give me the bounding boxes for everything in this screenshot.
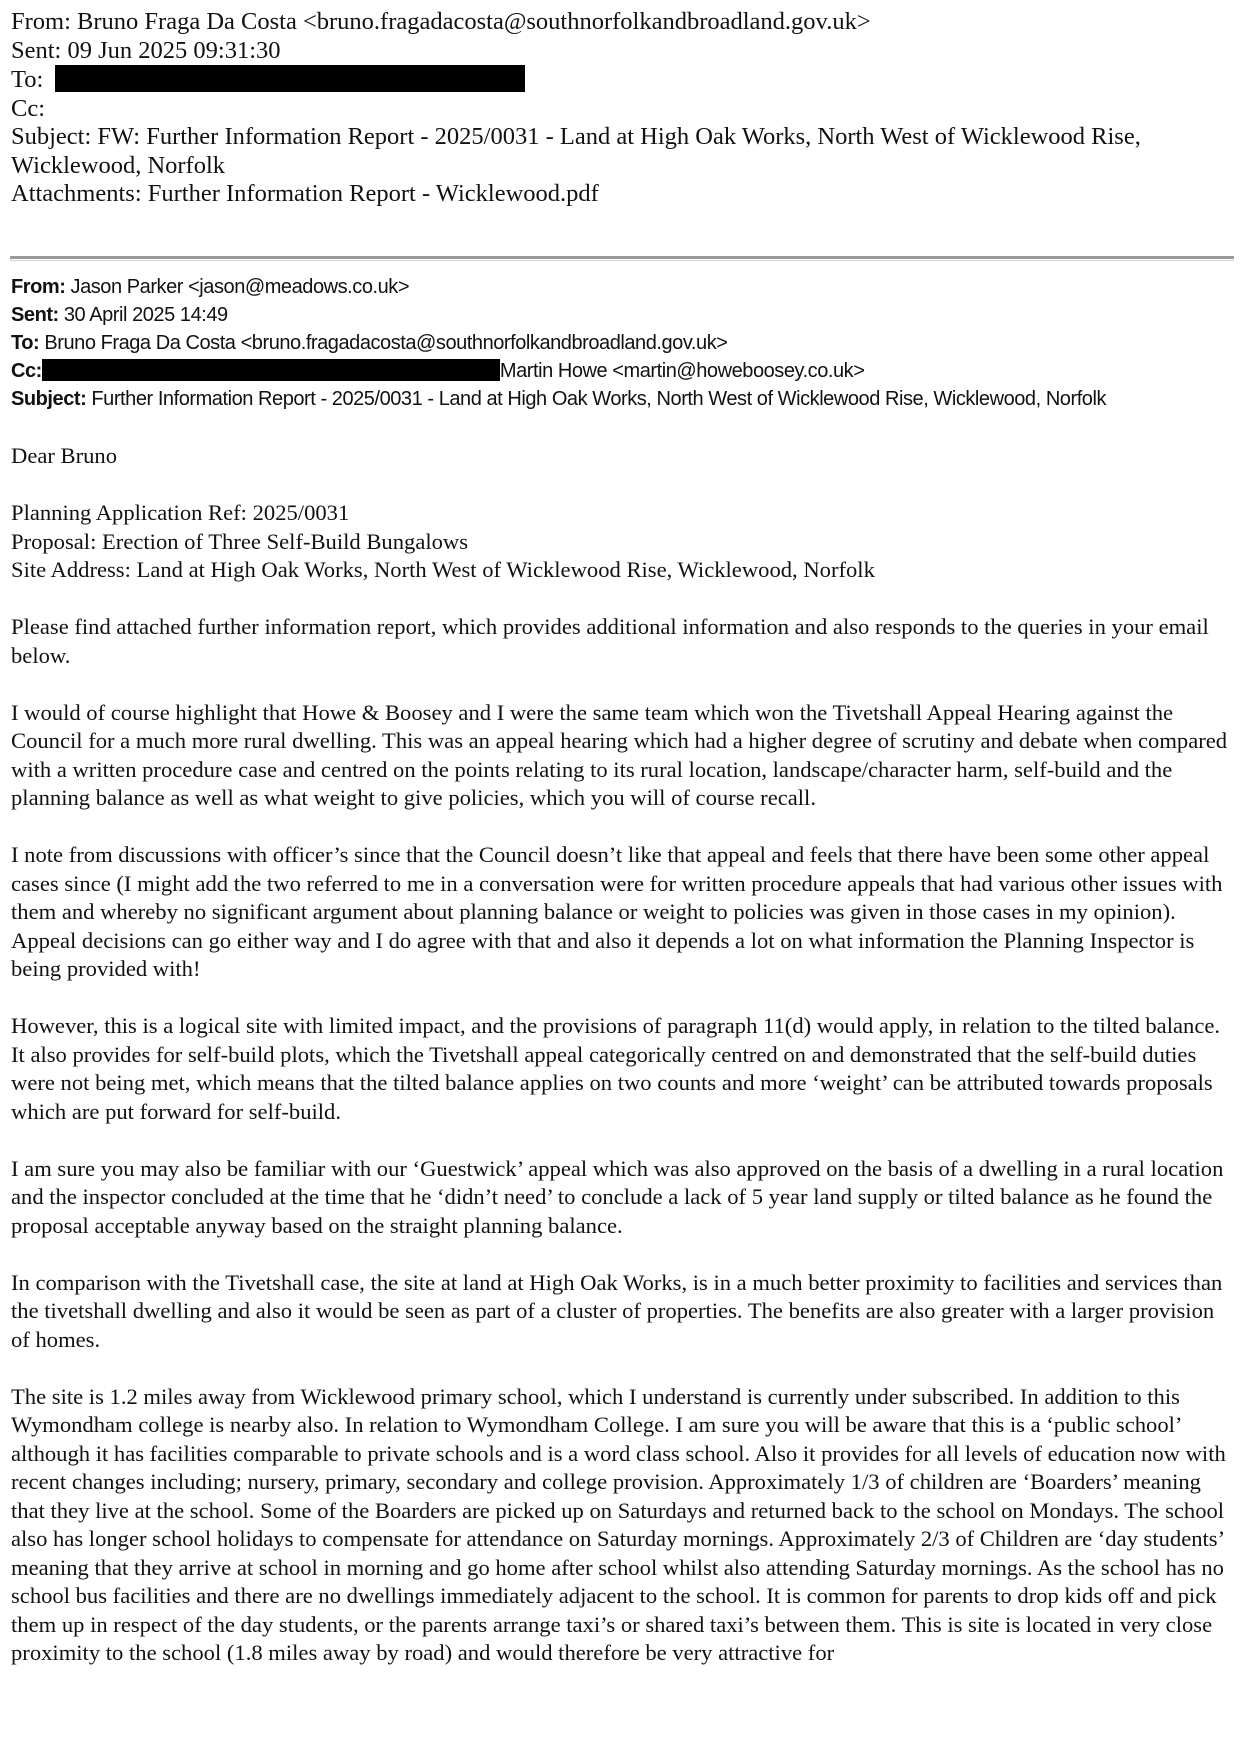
paragraph: I would of course highlight that Howe & Boosey and I were the same team which won the Tivetshall Appeal Hearing against the Council for a much more rural dwelling. This was an appeal hearing which had a higher degree of scrutiny and debate when compared with a written procedure case and centred on the points relating to its rural location, landscape/character harm, self-build and the planning balance as well as what weight to give policies, which you will of course recall. (11, 699, 1228, 810)
original-sent-row (11, 301, 1236, 329)
original-header (11, 273, 1236, 413)
cc-value: Martin Howe <martin@howeboosey.co.uk> (499, 360, 865, 382)
forward-to-row (11, 65, 1231, 95)
from-label: From: (11, 276, 66, 298)
from-value: Bruno Fraga Da Costa <bruno.fragadacosta@southnorfolkandbroadland.gov.uk> (77, 8, 871, 35)
to-value: Bruno Fraga Da Costa <bruno.fragadacosta@southnorfolkandbroadland.gov.uk> (44, 332, 728, 354)
sent-value: 09 Jun 2025 09:31:30 (67, 36, 281, 64)
attachments-label: Attachments: (11, 180, 142, 207)
paragraph: Please find attached further information report, which provides additional information and also responds to the queries in your email below. (11, 614, 1209, 668)
forward-attachments-row (11, 180, 1231, 209)
original-to-row (11, 329, 1236, 357)
from-value: Jason Parker <jason@meadows.co.uk> (70, 276, 410, 298)
attachment-link[interactable]: Further Information Report - Wicklewood.pdf (147, 180, 599, 207)
divider-shadow (10, 260, 1234, 261)
forward-sent-row (11, 37, 1231, 66)
to-label: To: (11, 66, 44, 93)
subject-value: FW: Further Information Report - 2025/0031 - Land at High Oak Works, North West of Wicklewood Rise, Wicklewood, Norfolk (11, 123, 1141, 179)
sent-value: 30 April 2025 14:49 (63, 304, 228, 326)
paragraph: I note from discussions with officer’s since that the Council doesn’t like that appeal and feels that there have been some other appeal cases since (I might add the two referred to me in a conversation were for written procedure appeals that had various other issues with them and whereby no significant argument about planning balance or weight to policies was given in those cases in my opinion). Appeal decisions can go either way and I do agree with that and also it depends a lot on what information the Planning Inspector is being provided with! (11, 842, 1223, 981)
subject-value: Further Information Report - 2025/0031 - Land at High Oak Works, North West of Wicklewood Rise, Wicklewood, Norfolk (91, 388, 1107, 410)
cc-label: Cc: (11, 360, 42, 382)
paragraph: The site is 1.2 miles away from Wicklewood primary school, which I understand is currently under subscribed. In addition to this Wymondham college is nearby also. In relation to Wymondham College. I am sure you will be aware that this is a ‘public school’ although it has facilities comparable to private schools and is a word class school. Also it provides for all levels of education now with recent changes including; nursery, primary, secondary and college provision. Approximately 1/3 of children are ‘Boarders’ meaning that they live at the school. Some of the Boarders are picked up on Saturdays and returned back to the school on Mondays. The school also has longer school holidays to compensate for attendance on Saturday mornings. Approximately 2/3 of Children are ‘day students’ meaning that they arrive at school in morning and go home after school whilst also attending Saturday mornings. As the school has no school bus facilities and there are no dwellings immediately adjacent to the school. It is common for parents to drop kids off and pick them up in respect of the day students, or the parents arrange taxi’s or shared taxi’s between them. This is site is located in very close proximity to the school (1.8 miles away by road) and would therefore be very attractive for (11, 1383, 1226, 1665)
divider (10, 256, 1234, 259)
greeting: Dear Bruno (11, 443, 118, 468)
original-cc-row (11, 357, 1236, 385)
subject-label: Subject: (11, 123, 92, 150)
forward-cc-row (11, 95, 1231, 124)
original-from-row (11, 273, 1236, 301)
forward-subject-row (11, 123, 1231, 180)
paragraph: However, this is a logical site with limited impact, and the provisions of paragraph 11(d) would apply, in relation to the tilted balance. It also provides for self-build plots, which the Tivetshall appeal categorically centred on and demonstrated that the self-build duties were not being met, which means that the tilted balance applies on two counts and more ‘weight’ can be attributed towards proposals which are put forward for self-build. (11, 1013, 1221, 1124)
sent-label: Sent: (11, 36, 62, 64)
subject-label: Subject: (11, 388, 87, 410)
proposal-line: Proposal: Erection of Three Self-Build Bungalows (11, 528, 469, 554)
to-label: To: (11, 332, 40, 354)
from-label: From: (11, 8, 71, 35)
email-body (11, 442, 1233, 1696)
forward-from-row (11, 8, 1231, 37)
redaction-bar (55, 65, 525, 92)
paragraph: In comparison with the Tivetshall case, the site at land at High Oak Works, is in a much better proximity to facilities and services than the tivetshall dwelling and also it would be seen as part of a cluster of properties. The benefits are also greater with a larger provision of homes. (11, 1269, 1223, 1352)
ref-line: Planning Application Ref: 2025/0031 (11, 500, 350, 525)
site-line: Site Address: Land at High Oak Works, North West of Wicklewood Rise, Wicklewood, Norfolk (11, 557, 875, 582)
redaction-bar (42, 359, 500, 381)
cc-label: Cc: (11, 94, 46, 122)
forward-header (11, 8, 1231, 209)
sent-label: Sent: (11, 304, 59, 326)
original-subject-row (11, 385, 1236, 413)
paragraph: I am sure you may also be familiar with our ‘Guestwick’ appeal which was also approved on the basis of a dwelling in a rural location and the inspector concluded at the time that he ‘didn’t need’ to conclude a lack of 5 year land supply or tilted balance as he found the proposal acceptable anyway based on the straight planning balance. (11, 1155, 1224, 1238)
